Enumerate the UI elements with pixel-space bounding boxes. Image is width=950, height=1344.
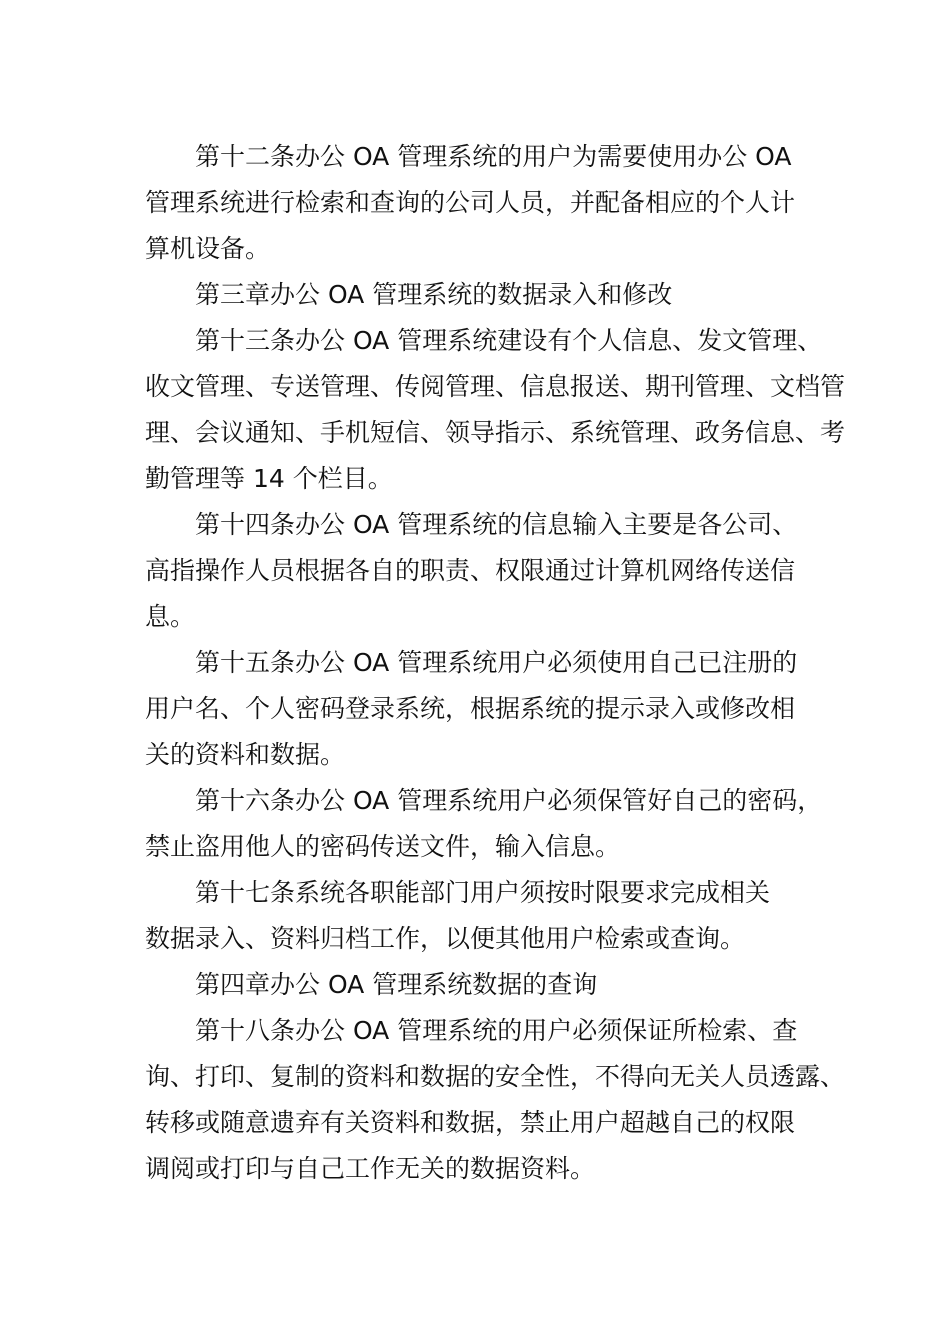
paragraph-line: 用户名、个人密码登录系统，根据系统的提示录入或修改相	[145, 694, 796, 723]
article-16-paragraph	[145, 778, 835, 870]
article-15-paragraph	[145, 640, 835, 778]
heading-line: 第三章办公 OA 管理系统的数据录入和修改	[195, 280, 673, 309]
chapter-4-heading	[145, 962, 835, 1008]
paragraph-line: 第十七条系统各职能部门用户须按时限要求完成相关	[195, 878, 771, 907]
paragraph-line: 数据录入、资料归档工作，以便其他用户检索或查询。	[145, 924, 746, 953]
article-12-paragraph	[145, 134, 835, 272]
paragraph-line: 第十五条办公 OA 管理系统用户必须使用自己已注册的	[195, 648, 798, 677]
paragraph-line: 算机设备。	[145, 234, 271, 263]
article-17-paragraph	[145, 870, 835, 962]
paragraph-line: 收文管理、专送管理、传阅管理、信息报送、期刊管理、文档管	[145, 372, 846, 401]
paragraph-line: 第十四条办公 OA 管理系统的信息输入主要是各公司、	[195, 510, 798, 539]
article-14-paragraph	[145, 502, 835, 640]
paragraph-line: 第十六条办公 OA 管理系统用户必须保管好自己的密码，	[195, 786, 823, 815]
paragraph-line: 高指操作人员根据各自的职责、权限通过计算机网络传送信	[145, 556, 796, 585]
chapter-3-heading	[145, 272, 835, 318]
document-page	[145, 134, 846, 1192]
article-18-paragraph	[145, 1008, 846, 1192]
paragraph-line: 询、打印、复制的资料和数据的安全性，不得向无关人员透露、	[145, 1062, 846, 1091]
paragraph-line: 转移或随意遗弃有关资料和数据，禁止用户超越自己的权限	[145, 1108, 796, 1137]
paragraph-line: 管理系统进行检索和查询的公司人员，并配备相应的个人计	[145, 188, 796, 217]
paragraph-line: 调阅或打印与自己工作无关的数据资料。	[145, 1154, 596, 1183]
paragraph-line: 关的资料和数据。	[145, 740, 346, 769]
paragraph-line: 禁止盗用他人的密码传送文件，输入信息。	[145, 832, 621, 861]
paragraph-line: 第十二条办公 OA 管理系统的用户为需要使用办公 OA	[195, 142, 792, 171]
heading-line: 第四章办公 OA 管理系统数据的查询	[195, 970, 598, 999]
paragraph-line: 勤管理等 14 个栏目。	[145, 464, 393, 493]
paragraph-line: 第十八条办公 OA 管理系统的用户必须保证所检索、查	[195, 1016, 798, 1045]
paragraph-line: 理、会议通知、手机短信、领导指示、系统管理、政务信息、考	[145, 418, 846, 447]
paragraph-line: 第十三条办公 OA 管理系统建设有个人信息、发文管理、	[195, 326, 823, 355]
article-13-paragraph	[145, 318, 846, 502]
paragraph-line: 息。	[145, 602, 196, 631]
